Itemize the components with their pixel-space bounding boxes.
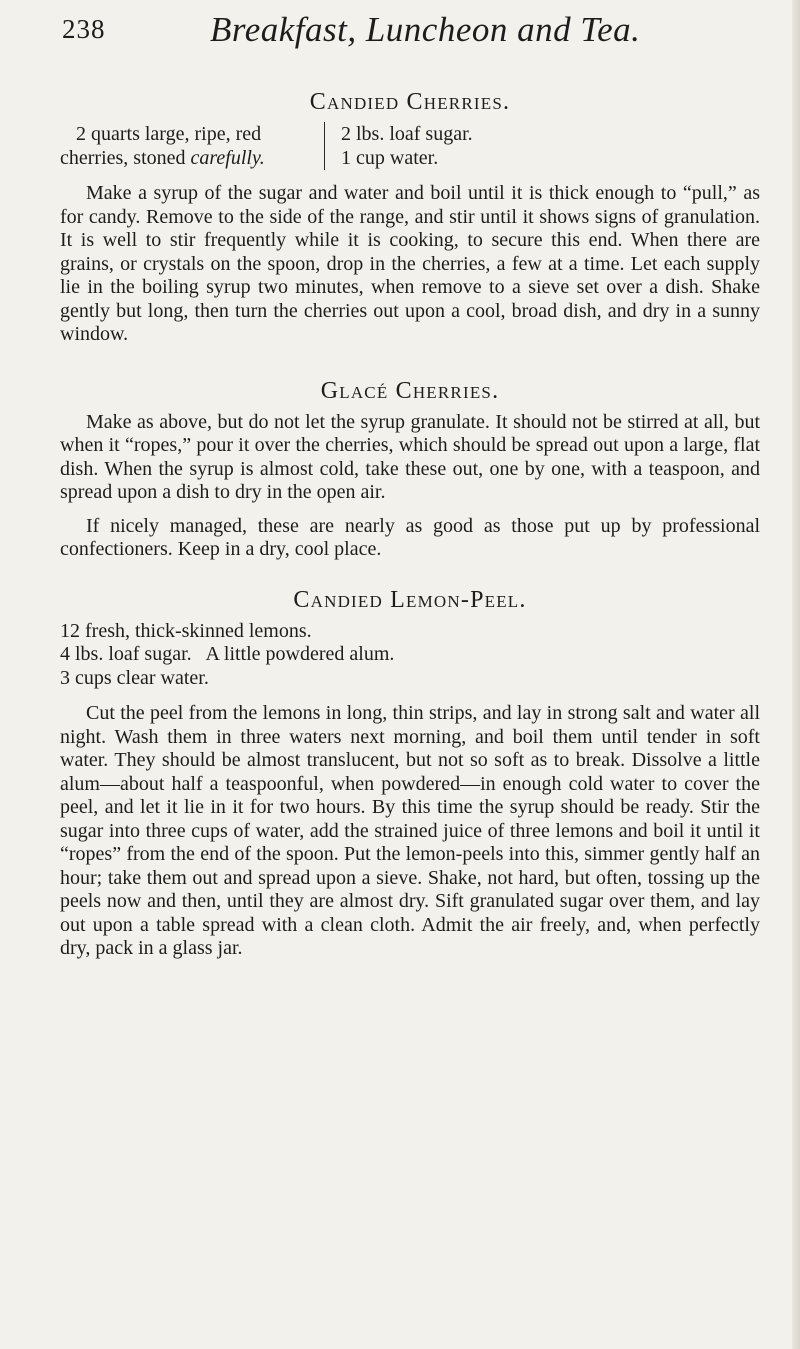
recipe-title: Glacé Cherries. [320, 377, 500, 404]
recipe-title: Candied Cherries. [309, 89, 511, 115]
recipe-instructions: Make a syrup of the sugar and water and boil until it is thick enough to “pull,” as for candy. Remove to the side of the range, and stir until it shows signs of granulation. It is well to stir frequently while it is cooking, to secure this end. When there are grains, or crystals on the spoon, drop in the cherries, a few at a time. Let each supply lie in the boiling syrup two minutes, when remove to a sieve set over a dish. Shake gently but long, then turn the cherries out upon a cool, broad dish, and dry in a sunny window. [60, 182, 760, 345]
ingredient-item: 1 cup water. [341, 147, 439, 169]
ingredients-left-column [60, 122, 325, 170]
page-number: 238 [62, 14, 106, 44]
running-title: Breakfast, Luncheon and Tea. [210, 10, 641, 49]
ingredients-list [60, 620, 760, 691]
ingredient-item: 3 cups clear water. [60, 666, 209, 689]
recipe-instructions: Make as above, but do not let the syrup granulate. It should not be stirred at all, but when it “ropes,” pour it over the cherries, which should be spread out upon a large, flat dish. When the syrup is almost cold, take these out, one by one, with a teaspoon, and spread upon a dish to dry in the open air. [60, 410, 760, 503]
ingredient-emphasis: carefully. [190, 147, 265, 169]
recipe-candied-lemon-peel [60, 586, 760, 961]
ingredient-item: 12 fresh, thick-skinned lemons. [60, 619, 312, 642]
ingredient-item: 4 lbs. loaf sugar. A little powdered alum. [60, 643, 395, 665]
ingredient-item: 2 lbs. loaf sugar. [341, 123, 473, 145]
page-content [60, 84, 760, 971]
running-header [62, 10, 762, 64]
recipe-note: If nicely managed, these are nearly as good as those put up by professional confectioners. Keep in a dry, cool place. [60, 514, 760, 560]
recipe-glace-cherries [60, 377, 760, 562]
ingredients-table [60, 122, 760, 170]
recipe-candied-cherries [60, 88, 760, 347]
page-edge [792, 0, 800, 1349]
recipe-title: Candied Lemon-Peel. [293, 586, 527, 613]
ingredient-item: 2 quarts large, ripe, red cherries, stoned [60, 123, 262, 169]
recipe-instructions: Cut the peel from the lemons in long, thin strips, and lay in strong salt and water all night. Wash them in three waters next morning, and boil them until tender in soft water. They should be almost translucent, but not so soft as to break. Dissolve a little alum—about half a teaspoonful, when powdered—in enough cold water to cover the peel, and let it lie in it for two hours. By this time the syrup should be ready. Stir the sugar into three cups of water, add the strained juice of three lemons and boil it until it “ropes” from the end of the spoon. Put the lemon-peels into this, simmer gently half an hour; take them out and spread upon a sieve. Shake, not hard, but often, tossing up the peels now and then, until they are almost dry. Sift granulated sugar over them, and lay out upon a table spread with a clean cloth. Admit the air freely, and, when perfectly dry, pack in a glass jar. [60, 702, 760, 959]
ingredients-right-column [325, 122, 473, 170]
